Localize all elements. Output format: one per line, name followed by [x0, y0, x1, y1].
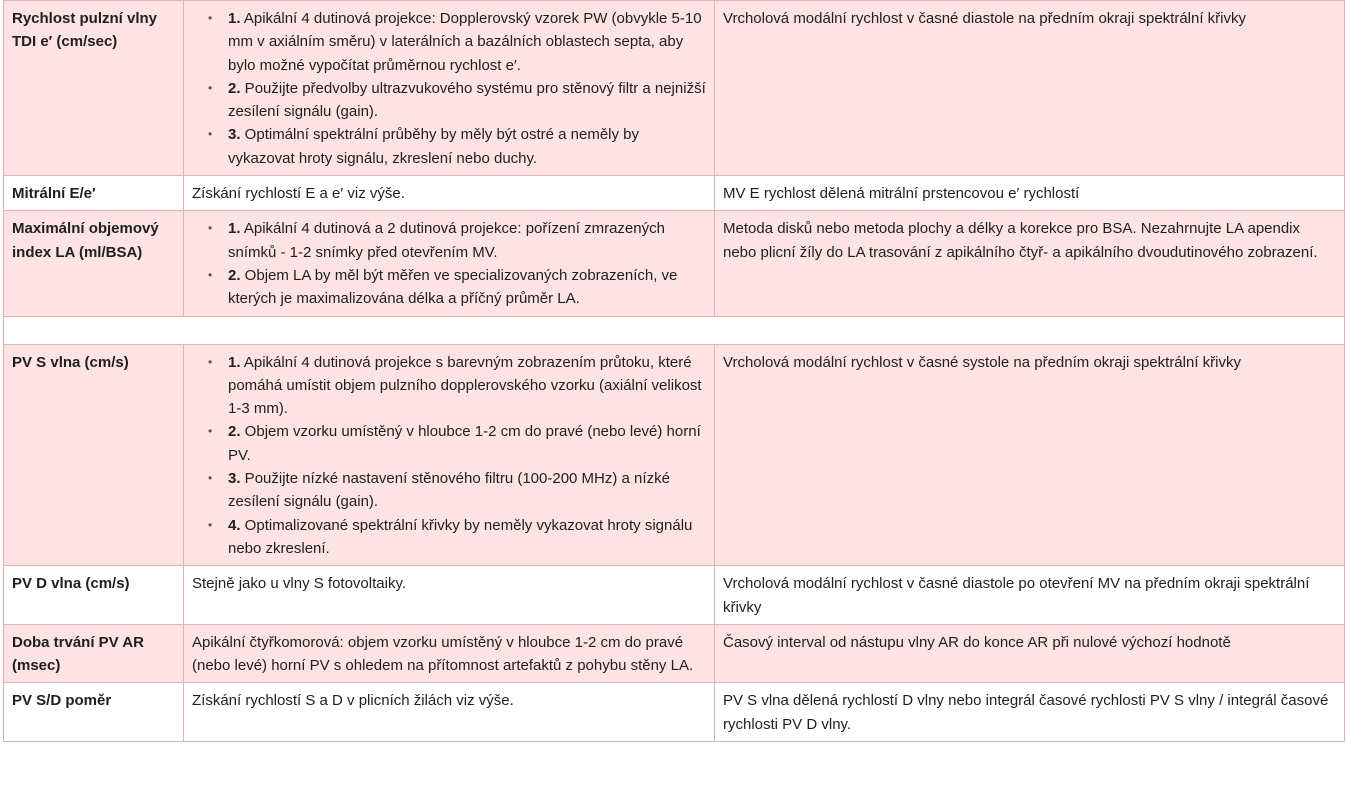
parameter-cell: Mitrální E/e′ [4, 176, 184, 211]
steps-list [192, 351, 706, 561]
step-text: Objem vzorku umístěný v hloubce 1-2 cm do pravé (nebo levé) horní PV. [228, 423, 701, 464]
step-number: 2. [228, 79, 241, 97]
acquisition-cell: Stejně jako u vlny S fotovoltaiky. [184, 566, 715, 625]
steps-list [192, 7, 706, 170]
measurement-cell: Metoda disků nebo metoda plochy a délky a korekce pro BSA. Nezahrnujte LA apendix nebo plicní žíly do LA trasování z apikálního čtyř- a apikálního dvoudutinového zobrazení. [715, 211, 1345, 316]
table-row [4, 683, 1345, 742]
acquisition-cell: Získání rychlostí E a e′ viz výše. [184, 176, 715, 211]
step-number: 1. [228, 353, 241, 371]
step-text: Použijte nízké nastavení stěnového filtru (100-200 MHz) a nízké zesílení signálu (gain). [228, 470, 670, 511]
step-number: 1. [228, 10, 241, 27]
step-item [228, 217, 706, 264]
step-text: Apikální 4 dutinová projekce: Dopplerovský vzorek PW (obvykle 5-10 mm v axiálním směru) v laterálních a bazálních oblastech septa, aby bylo možné vypočítat průměrnou rychlost e′. [228, 10, 702, 74]
parameter-cell: Rychlost pulzní vlny TDI e′ (cm/sec) [4, 1, 184, 176]
step-number: 4. [228, 516, 241, 534]
table-row [4, 176, 1345, 211]
measurement-cell: Časový interval od nástupu vlny AR do konce AR při nulové výchozí hodnotě [715, 624, 1345, 683]
parameter-cell: PV S vlna (cm/s) [4, 344, 184, 566]
step-text: Apikální 4 dutinová projekce s barevným zobrazením průtoku, které pomáhá umístit objem pulzního dopplerovského vzorku (axiální velikost 1-3 mm). [228, 353, 702, 418]
measurement-cell: PV S vlna dělená rychlostí D vlny nebo integrál časové rychlosti PV S vlny / integrál časové rychlosti PV D vlny. [715, 683, 1345, 742]
step-item [228, 264, 706, 311]
measurement-cell: Vrcholová modální rychlost v časné diastole po otevření MV na předním okraji spektrální křivky [715, 566, 1345, 625]
step-text: Použijte předvolby ultrazvukového systému pro stěnový filtr a nejnižší zesílení signálu (gain). [228, 79, 706, 121]
parameter-cell: Doba trvání PV AR (msec) [4, 624, 184, 683]
acquisition-cell [184, 1, 715, 176]
step-item [228, 467, 706, 514]
table-row [4, 211, 1345, 316]
measurement-cell: Vrcholová modální rychlost v časné systole na předním okraji spektrální křivky [715, 344, 1345, 566]
step-number: 1. [228, 220, 241, 238]
step-number: 3. [228, 470, 241, 488]
acquisition-cell: Apikální čtyřkomorová: objem vzorku umístěný v hloubce 1-2 cm do pravé (nebo levé) horní PV s ohledem na přítomnost artefaktů z pohybu stěny LA. [184, 624, 715, 683]
step-text: Optimální spektrální průběhy by měly být ostré a neměly by vykazovat hroty signálu, zkreslení nebo duchy. [228, 126, 640, 167]
acquisition-cell: Získání rychlostí S a D v plicních žilách viz výše. [184, 683, 715, 742]
table-row [4, 624, 1345, 683]
step-item [228, 123, 706, 170]
step-text: Apikální 4 dutinová a 2 dutinová projekce: pořízení zmrazených snímků - 1-2 snímky před otevřením MV. [228, 220, 665, 261]
step-item [228, 7, 706, 77]
step-item [228, 514, 706, 561]
table-row [4, 566, 1345, 625]
table-row [4, 1, 1345, 176]
measurement-cell: Vrcholová modální rychlost v časné diastole na předním okraji spektrální křivky [715, 1, 1345, 176]
table-row [4, 344, 1345, 566]
step-text: Optimalizované spektrální křivky by neměly vykazovat hroty signálu nebo zkreslení. [228, 516, 693, 557]
acquisition-cell [184, 211, 715, 316]
empty-cell [4, 316, 1345, 344]
step-item [228, 77, 706, 124]
parameter-cell: PV D vlna (cm/s) [4, 566, 184, 625]
echo-parameters-table [3, 0, 1345, 742]
acquisition-cell [184, 344, 715, 566]
step-text: Objem LA by měl být měřen ve specializovaných zobrazeních, ve kterých je maximalizována délka a příčný průměr LA. [228, 266, 678, 308]
step-number: 2. [228, 266, 241, 284]
measurement-cell: MV E rychlost dělená mitrální prstencovou e′ rychlostí [715, 176, 1345, 211]
steps-list [192, 217, 706, 310]
parameter-cell: PV S/D poměr [4, 683, 184, 742]
parameter-cell: Maximální objemový index LA (ml/BSA) [4, 211, 184, 316]
step-number: 3. [228, 126, 241, 144]
step-item [228, 351, 706, 421]
empty-row [4, 316, 1345, 344]
step-item [228, 420, 706, 467]
step-number: 2. [228, 423, 241, 441]
